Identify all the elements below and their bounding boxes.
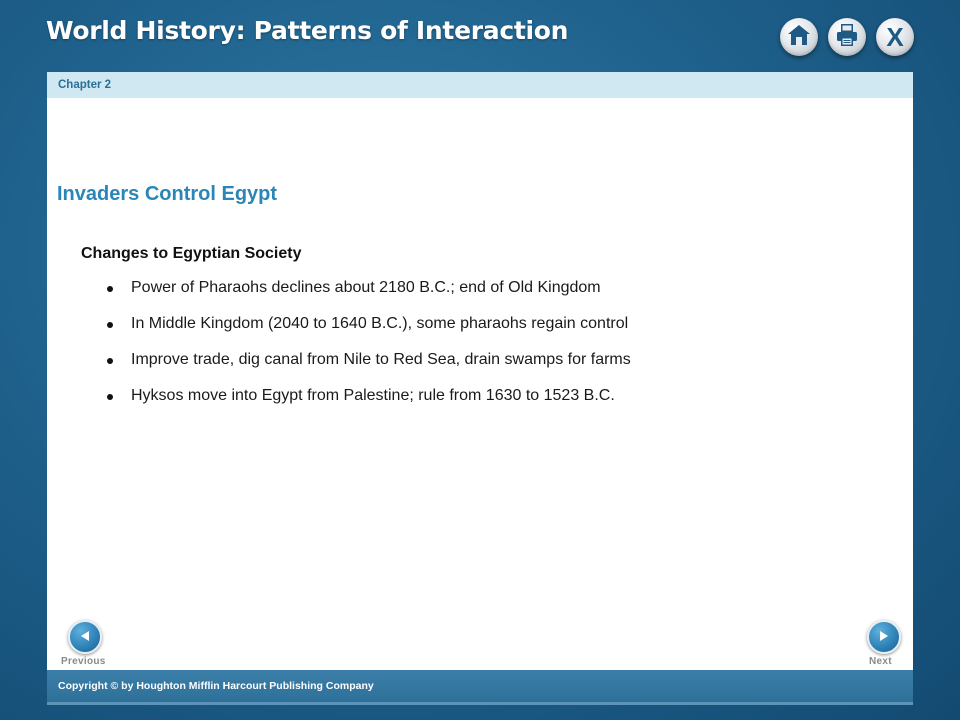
bullet-item: [103, 386, 631, 422]
footer-bar: [47, 670, 913, 702]
home-icon: [786, 22, 812, 52]
bullet-text: Power of Pharaohs declines about 2180 B.C.; end of Old Kingdom: [131, 279, 601, 296]
slide-title: Invaders Control Egypt: [57, 183, 278, 205]
chapter-label: Chapter 2: [58, 79, 112, 91]
bullet-list: [103, 278, 631, 422]
home-button[interactable]: [780, 18, 818, 56]
print-button[interactable]: [828, 18, 866, 56]
bullet-icon: [107, 286, 113, 292]
chapter-bar: [47, 72, 913, 98]
bullet-item: [103, 350, 631, 386]
arrow-left-icon: [78, 628, 92, 647]
close-button[interactable]: [876, 18, 914, 56]
previous-button[interactable]: [68, 620, 102, 654]
top-toolbar: [780, 18, 914, 56]
close-icon: X: [886, 22, 904, 52]
next-button[interactable]: [867, 620, 901, 654]
slide-panel: [47, 72, 913, 670]
app-title: World History: Patterns of Interaction: [46, 16, 569, 45]
bullet-icon: [107, 394, 113, 400]
bullet-icon: [107, 358, 113, 364]
copyright-text: Copyright © by Houghton Mifflin Harcourt Publishing Company: [58, 680, 374, 692]
bullet-icon: [107, 322, 113, 328]
bullet-text: In Middle Kingdom (2040 to 1640 B.C.), some pharaohs regain control: [131, 315, 629, 332]
bullet-item: [103, 278, 631, 314]
bullet-text: Hyksos move into Egypt from Palestine; rule from 1630 to 1523 B.C.: [131, 387, 615, 404]
printer-icon: [834, 22, 860, 52]
previous-label: Previous: [61, 656, 106, 667]
bullet-text: Improve trade, dig canal from Nile to Red Sea, drain swamps for farms: [131, 351, 631, 368]
footer-divider: [47, 702, 913, 705]
slide-subheading: Changes to Egyptian Society: [81, 245, 302, 262]
next-label: Next: [869, 656, 892, 667]
arrow-right-icon: [877, 628, 891, 647]
bullet-item: [103, 314, 631, 350]
